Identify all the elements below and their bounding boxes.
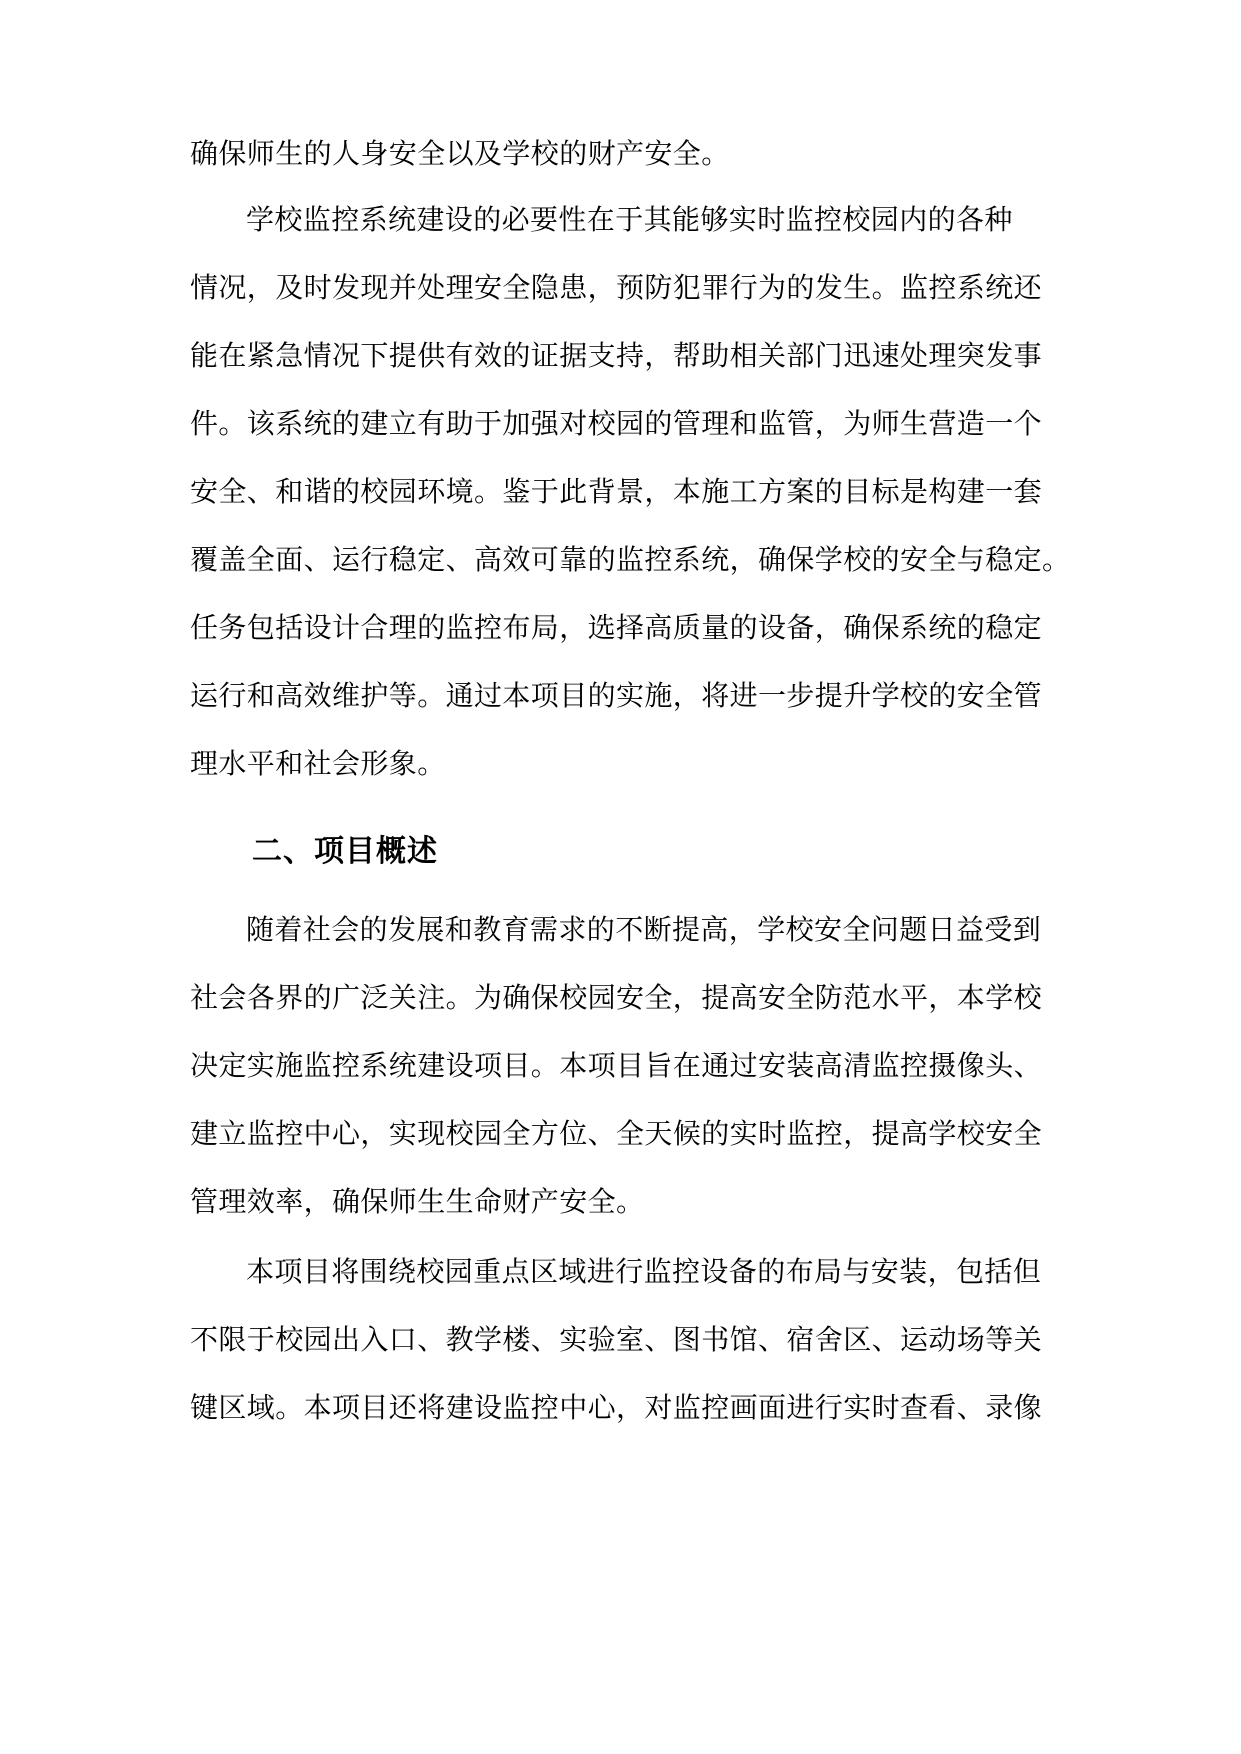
paragraph-line: 随着社会的发展和教育需求的不断提高，学校安全问题日益受到: [246, 913, 1042, 946]
paragraph-line: 管理效率，确保师生生命财产安全。: [190, 1185, 645, 1218]
paragraph-line: 不限于校园出入口、教学楼、实验室、图书馆、宿舍区、运动场等关: [190, 1323, 1043, 1356]
paragraph-line: 键区域。本项目还将建设监控中心，对监控画面进行实时查看、录像: [190, 1391, 1043, 1424]
paragraph-line: 本项目将围绕校园重点区域进行监控设备的布局与安装，包括但: [246, 1255, 1042, 1288]
paragraph-line: 安全、和谐的校园环境。鉴于此背景，本施工方案的目标是构建一套: [190, 475, 1043, 508]
paragraph-line: 理水平和社会形象。: [190, 747, 446, 780]
paragraph-line: 覆盖全面、运行稳定、高效可靠的监控系统，确保学校的安全与稳定。: [190, 543, 1071, 576]
paragraph-line: 学校监控系统建设的必要性在于其能够实时监控校园内的各种: [246, 203, 1013, 236]
paragraph-line: 任务包括设计合理的监控布局，选择高质量的设备，确保系统的稳定: [190, 611, 1043, 644]
paragraph-line: 社会各界的广泛关注。为确保校园安全，提高安全防范水平，本学校: [190, 981, 1043, 1014]
paragraph-line: 情况，及时发现并处理安全隐患，预防犯罪行为的发生。监控系统还: [190, 271, 1043, 304]
paragraph-line: 确保师生的人身安全以及学校的财产安全。: [190, 137, 730, 170]
section-heading: 二、项目概述: [252, 834, 438, 869]
paragraph-line: 决定实施监控系统建设项目。本项目旨在通过安装高清监控摄像头、: [190, 1049, 1043, 1082]
paragraph-line: 运行和高效维护等。通过本项目的实施，将进一步提升学校的安全管: [190, 679, 1043, 712]
paragraph-line: 建立监控中心，实现校园全方位、全天候的实时监控，提高学校安全: [190, 1117, 1043, 1150]
paragraph-line: 件。该系统的建立有助于加强对校园的管理和监管，为师生营造一个: [190, 407, 1043, 440]
paragraph-line: 能在紧急情况下提供有效的证据支持，帮助相关部门迅速处理突发事: [190, 339, 1043, 372]
